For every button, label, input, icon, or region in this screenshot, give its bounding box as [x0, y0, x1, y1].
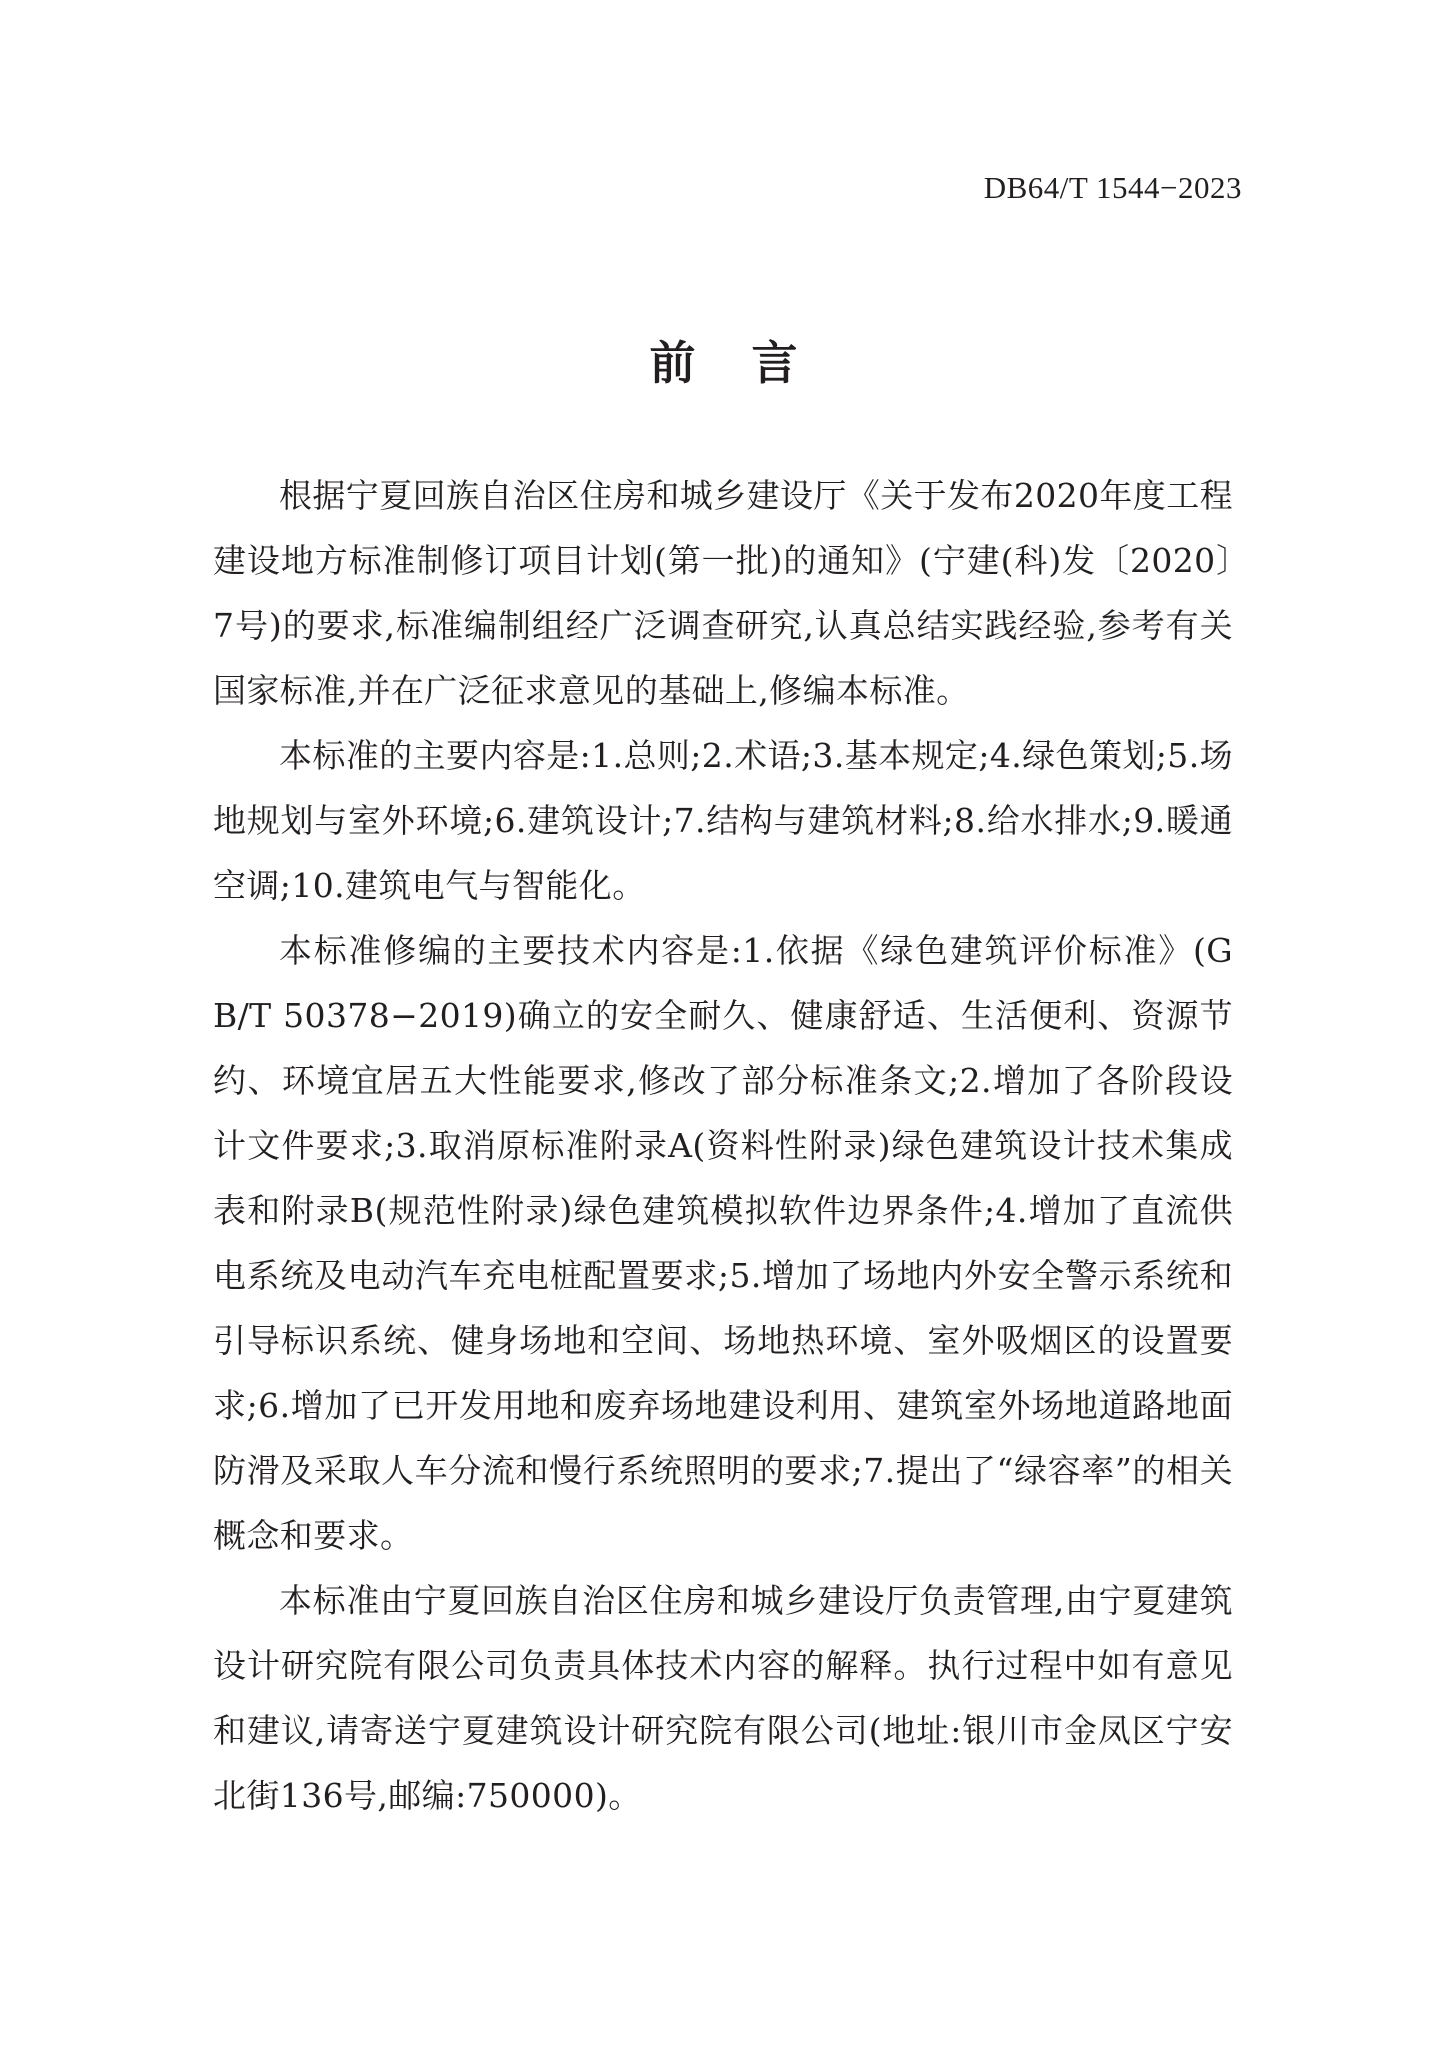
paragraph-revision-contents: 本标准修编的主要技术内容是:1.依据《绿色建筑评价标准》(GB/T 50378−2019)确立的安全耐久、健康舒适、生活便利、资源节约、环境宜居五大性能要求,修改了部分标准条文;2.增加了各阶段设计文件要求;3.取消原标准附录A(资料性附录)绿色建筑设计技术集成表和附录B(规范性附录)绿色建筑模拟软件边界条件;4.增加了直流供电系统及电动汽车充电桩配置要求;5.增加了场地内外安全警示系统和引导标识系统、健身场地和空间、场地热环境、室外吸烟区的设置要求;6.增加了已开发用地和废弃场地建设利用、建筑室外场地道路地面防滑及采取人车分流和慢行系统照明的要求;7.提出了“绿容率”的相关概念和要求。: [213, 931, 1233, 1555]
page-title: [0, 336, 1447, 390]
preface-body: [213, 463, 1233, 1828]
standard-code: DB64/T 1544−2023: [983, 170, 1242, 205]
paragraph-management: 本标准由宁夏回族自治区住房和城乡建设厅负责管理,由宁夏建筑设计研究院有限公司负责具体技术内容的解释。执行过程中如有意见和建议,请寄送宁夏建筑设计研究院有限公司(地址:银川市金凤区宁安北街136号,邮编:750000)。: [213, 1581, 1233, 1815]
paragraph-main-contents: 本标准的主要内容是:1.总则;2.术语;3.基本规定;4.绿色策划;5.场地规划与室外环境;6.建筑设计;7.结构与建筑材料;8.给水排水;9.暖通空调;10.建筑电气与智能化。: [213, 736, 1233, 905]
paragraph-basis: 根据宁夏回族自治区住房和城乡建设厅《关于发布2020年度工程建设地方标准制修订项目计划(第一批)的通知》(宁建(科)发〔2020〕7号)的要求,标准编制组经广泛调查研究,认真总结实践经验,参考有关国家标准,并在广泛征求意见的基础上,修编本标准。: [213, 476, 1233, 710]
title-char-1: 前: [649, 336, 696, 390]
title-char-2: 言: [751, 336, 798, 390]
